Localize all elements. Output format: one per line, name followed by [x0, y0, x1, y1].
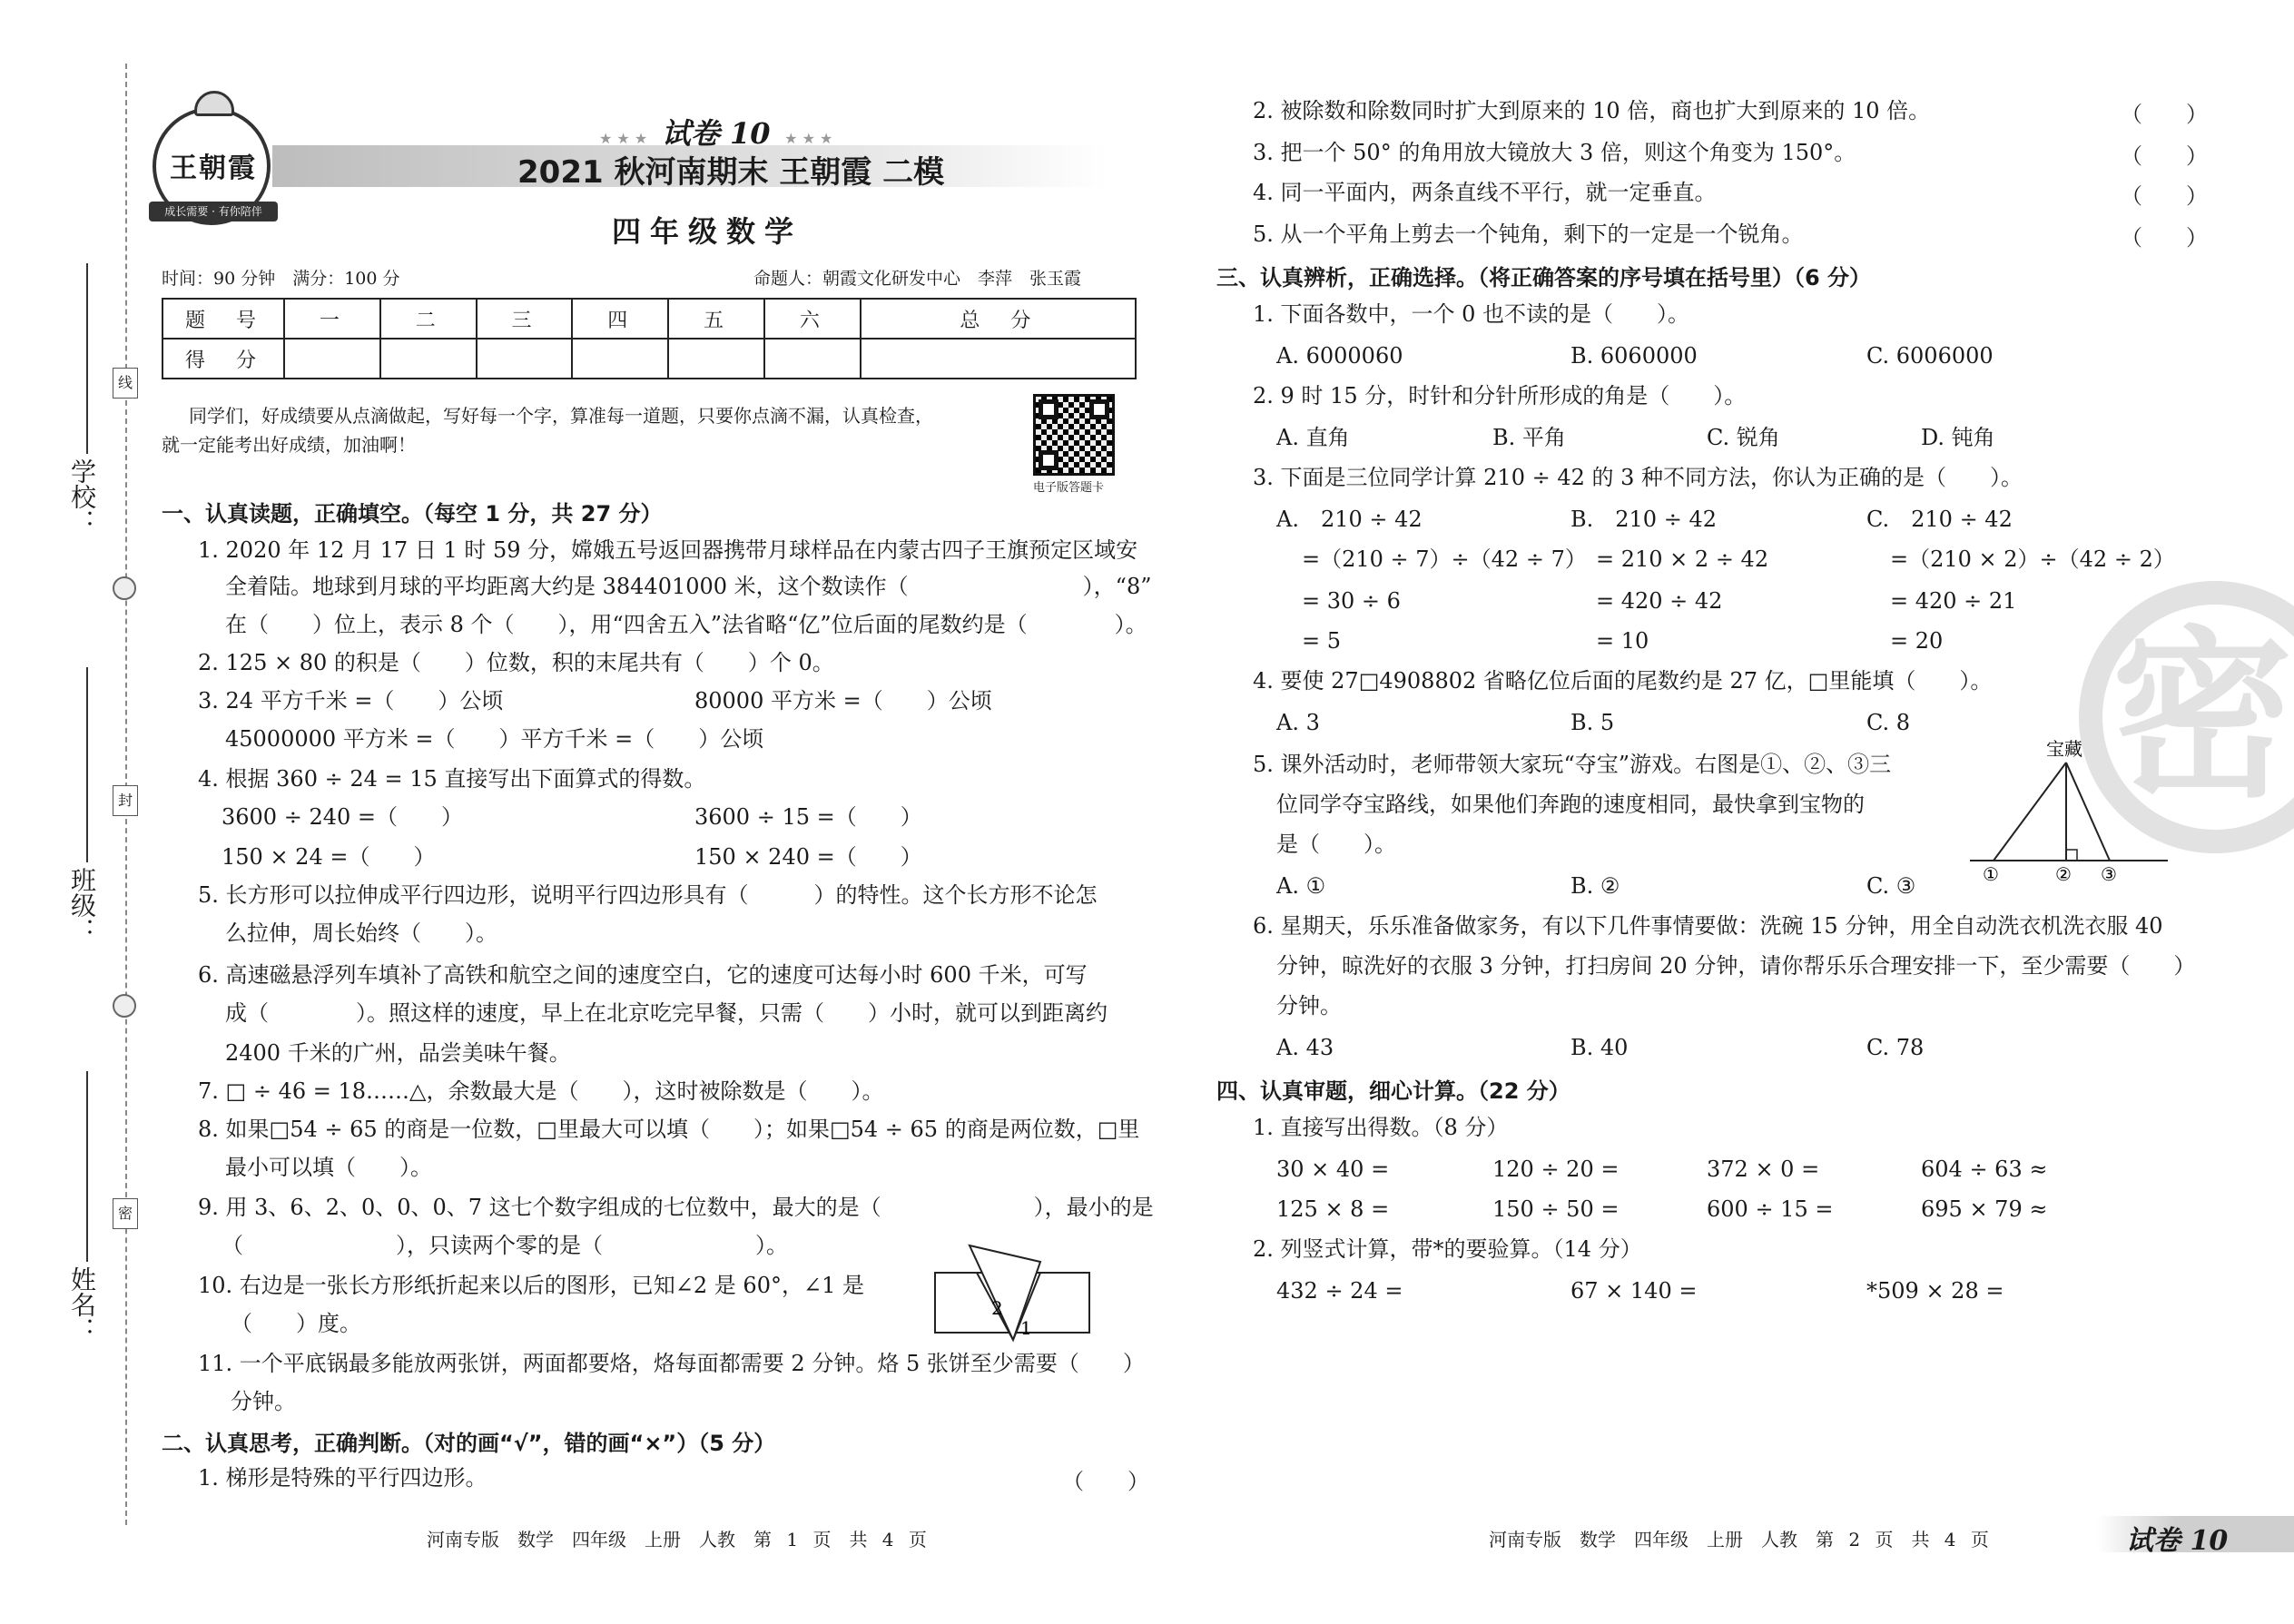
choice-option: B. 5 — [1570, 710, 1615, 735]
score-cell: 题 号 — [162, 299, 284, 339]
choice-option: B. 6060000 — [1570, 343, 1698, 369]
calc-item: 30 × 40 = — [1276, 1156, 1390, 1182]
judge-item: 1. 梯形是特殊的平行四边形。 — [198, 1465, 487, 1491]
choice-option: C. 8 — [1866, 710, 1911, 735]
s1-line: 么拉伸，周长始终（ ）。 — [225, 920, 497, 946]
choice-stem: 分钟。 — [1276, 993, 1342, 1019]
calc-subtitle: 1. 直接写出得数。（8 分） — [1253, 1115, 1509, 1140]
class-input-line[interactable] — [86, 667, 88, 862]
choice-option: A. 3 — [1276, 710, 1320, 735]
choice-stem: 3. 下面是三位同学计算 210 ÷ 42 的 3 种不同方法，你认为正确的是（ ）。 — [1253, 465, 2023, 490]
binding-hole-2 — [113, 994, 136, 1018]
choice-option: A. 直角 — [1276, 425, 1350, 450]
s1-line: 最小可以填（ ）。 — [225, 1155, 432, 1180]
s1-line: 在（ ）位上，表示 8 个（ ），用“四舍五入”法省略“亿”位后面的尾数约是（ ）。 — [225, 612, 1147, 637]
section-2-title: 二、认真思考，正确判断。（对的画“√”，错的画“×”）（5 分） — [162, 1431, 776, 1456]
score-input-cell[interactable] — [668, 339, 764, 379]
s1-line: 2400 千米的广州，品尝美味午餐。 — [225, 1040, 571, 1066]
stars-right: ★ ★ ★ — [784, 130, 833, 147]
judge-item: 3. 把一个 50° 的角用放大镜放大 3 倍，则这个角变为 150°。 — [1253, 140, 1856, 165]
name-label: 姓名： — [67, 1266, 97, 1343]
score-cell: 六 — [764, 299, 861, 339]
subject-title: 四年级数学 — [612, 214, 803, 249]
footer-corner-label: 试卷 10 — [2126, 1525, 2229, 1557]
method-b-line: = 420 ÷ 42 — [1596, 588, 1723, 614]
judge-item: 5. 从一个平角上剪去一个钝角，剩下的一定是一个锐角。 — [1253, 221, 1804, 247]
choice-option: C. 锐角 — [1707, 425, 1780, 450]
s1-line: 6. 高速磁悬浮列车填补了高铁和航空之间的速度空白，它的速度可达每小时 600 千米，可写 — [198, 962, 1088, 988]
s1-line: 3600 ÷ 240 =（ ） — [222, 804, 463, 830]
choice-stem: 是（ ）。 — [1276, 832, 1396, 857]
choice-stem: 6. 星期天，乐乐准备做家务，有以下几件事情要做：洗碗 15 分钟，用全自动洗衣机洗衣服 40 — [1253, 913, 2163, 939]
score-input-cell[interactable] — [572, 339, 668, 379]
score-table — [162, 298, 1137, 379]
class-label: 班级： — [67, 867, 97, 943]
method-b-line: = 210 × 2 ÷ 42 — [1596, 546, 1769, 572]
qr-finder-icon — [1039, 399, 1058, 419]
judge-answer-blank[interactable]: （ ） — [1062, 1469, 1149, 1494]
choice-option: C. 78 — [1866, 1035, 1925, 1060]
stars-left: ★ ★ ★ — [599, 130, 648, 147]
choice-option: B. ② — [1570, 873, 1620, 899]
score-input-cell[interactable] — [764, 339, 861, 379]
calc-item: 372 × 0 = — [1707, 1156, 1820, 1182]
method-c-line: C. 210 ÷ 42 — [1866, 507, 2013, 532]
method-a-line: =（210 ÷ 7）÷（42 ÷ 7） — [1302, 546, 1587, 572]
intro-line-2: 就一定能考出好成绩，加油啊！ — [162, 434, 416, 456]
choice-stem: 1. 下面各数中，一个 0 也不读的是（ ）。 — [1253, 301, 1690, 327]
s1-line: 150 × 24 =（ ） — [222, 844, 436, 870]
choice-option: B. 平角 — [1492, 425, 1566, 450]
point-2-label: ② — [2055, 863, 2072, 885]
choice-option: C. 6006000 — [1866, 343, 1994, 369]
s1-line: 7. □ ÷ 46 = 18……△，余数最大是（ ），这时被除数是（ ）。 — [198, 1078, 884, 1104]
score-cell: 一 — [284, 299, 380, 339]
binding-tag-line: 线 — [113, 368, 138, 399]
school-label: 学校： — [67, 458, 97, 535]
calc-item: 432 ÷ 24 = — [1276, 1278, 1403, 1304]
score-cell: 二 — [380, 299, 477, 339]
score-cell: 三 — [477, 299, 573, 339]
angle-1-label: 1 — [1020, 1317, 1032, 1339]
calc-item: *509 × 28 = — [1866, 1278, 2004, 1304]
score-table-score-row — [162, 339, 1136, 379]
choice-stem: 5. 课外活动时，老师带领大家玩“夺宝”游戏。右图是①、②、③三 — [1253, 752, 1892, 777]
s1-line: 4. 根据 360 ÷ 24 = 15 直接写出下面算式的得数。 — [198, 766, 706, 792]
judge-answer-blank[interactable]: （ ） — [2121, 102, 2208, 127]
paper-label: 试卷 10 — [661, 116, 771, 151]
s1-line: 11. 一个平底锅最多能放两张饼，两面都要烙，烙每面都需要 2 分钟。烙 5 张饼至少需要（ ） — [198, 1351, 1145, 1376]
binding-hole-1 — [113, 576, 136, 600]
footer-left: 河南专版 数学 四年级 上册 人教 第 1 页 共 4 页 — [427, 1529, 927, 1550]
s1-line: 150 × 240 =（ ） — [694, 844, 922, 870]
judge-answer-blank[interactable]: （ ） — [2121, 225, 2208, 251]
logo-text: 王朝霞 — [170, 153, 257, 184]
score-input-cell[interactable] — [861, 339, 1136, 379]
calc-item: 120 ÷ 20 = — [1492, 1156, 1620, 1182]
judge-item: 2. 被除数和除数同时扩大到原来的 10 倍，商也扩大到原来的 10 倍。 — [1253, 98, 1931, 123]
s1-line: 80000 平方米 =（ ）公顷 — [694, 688, 992, 714]
calc-item: 67 × 140 = — [1570, 1278, 1698, 1304]
score-input-cell[interactable] — [284, 339, 380, 379]
choice-stem: 4. 要使 27□4908802 省略亿位后面的尾数约是 27 亿，□里能填（ ）。 — [1253, 668, 1993, 694]
folded-paper-figure — [933, 1244, 1092, 1343]
choice-option: A. 43 — [1276, 1035, 1334, 1060]
logo-emblem — [153, 107, 271, 225]
s1-line: 9. 用 3、6、2、0、0、0、7 这七个数字组成的七位数中，最大的是（ ），最小的是 — [198, 1195, 1154, 1220]
s1-line: 1. 2020 年 12 月 17 日 1 时 59 分，嫦娥五号返回器携带月球样品在内蒙古四子王旗预定区域安 — [198, 537, 1138, 563]
s1-line: 成（ ）。照这样的速度，早上在北京吃完早餐，只需（ ）小时，就可以到距离约 — [225, 1000, 1108, 1026]
intro-line-1: 同学们，好成绩要从点滴做起，写好每一个字，算准每一道题，只要你点滴不漏，认真检查， — [189, 405, 933, 427]
s1-line: （ ）度。 — [231, 1311, 361, 1336]
s1-line: 5. 长方形可以拉伸成平行四边形，说明平行四边形具有（ ）的特性。这个长方形不论怎 — [198, 882, 1098, 908]
s1-line: 3. 24 平方千米 =（ ）公顷 — [198, 688, 504, 714]
choice-stem: 2. 9 时 15 分，时针和分针所形成的角是（ ）。 — [1253, 383, 1747, 408]
point-1-label: ① — [1983, 863, 1999, 885]
s1-line: 全着陆。地球到月球的平均距离大约是 384401000 米，这个数读作（ ），“8” — [225, 574, 1152, 599]
method-c-line: = 420 ÷ 21 — [1890, 588, 2017, 614]
calc-item: 125 × 8 = — [1276, 1196, 1390, 1222]
logo-crown-icon — [194, 91, 234, 116]
method-a-line: = 30 ÷ 6 — [1302, 588, 1401, 614]
s1-line: 10. 右边是一张长方形纸折起来以后的图形，已知∠2 是 60°，∠1 是 — [198, 1273, 864, 1298]
choice-stem: 分钟，晾洗好的衣服 3 分钟，打扫房间 20 分钟，请你帮乐乐合理安排一下，至少需要（ ） — [1276, 953, 2196, 979]
name-input-line[interactable] — [86, 1071, 88, 1262]
section-3-title: 三、认真辨析，正确选择。（将正确答案的序号填在括号里）（6 分） — [1216, 265, 1872, 290]
calc-item: 150 ÷ 50 = — [1492, 1196, 1620, 1222]
method-a-line: = 5 — [1302, 628, 1342, 654]
stamp-char: 密 — [2112, 611, 2294, 822]
footer-right: 河南专版 数学 四年级 上册 人教 第 2 页 共 4 页 — [1489, 1529, 1989, 1550]
score-cell: 五 — [668, 299, 764, 339]
point-3-label: ③ — [2101, 863, 2117, 885]
choice-stem: 位同学夺宝路线，如果他们奔跑的速度相同，最快拿到宝物的 — [1276, 792, 1865, 817]
authors: 命题人：朝霞文化研发中心 李萍 张玉霞 — [753, 269, 1082, 289]
method-b-line: B. 210 ÷ 42 — [1570, 507, 1717, 532]
calc-item: 600 ÷ 15 = — [1707, 1196, 1834, 1222]
s1-line: 3600 ÷ 15 =（ ） — [694, 804, 922, 830]
section-4-title: 四、认真审题，细心计算。（22 分） — [1216, 1078, 1570, 1104]
qr-finder-icon — [1039, 450, 1058, 470]
judge-answer-blank[interactable]: （ ） — [2121, 183, 2208, 209]
score-cell: 四 — [572, 299, 668, 339]
method-b-line: = 10 — [1596, 628, 1649, 654]
score-input-cell[interactable] — [380, 339, 477, 379]
binding-tag-mi: 密 — [113, 1198, 138, 1229]
exam-title: 2021 秋河南期末 王朝霞 二模 — [517, 154, 945, 191]
time-score: 时间：90 分钟 满分：100 分 — [162, 269, 400, 289]
s1-line: 8. 如果□54 ÷ 65 的商是一位数，□里最大可以填（ ）；如果□54 ÷ 65 的商是两位数，□里 — [198, 1117, 1140, 1142]
s1-line: 分钟。 — [231, 1389, 296, 1414]
choice-option: D. 钝角 — [1921, 425, 1995, 450]
section-1-title: 一、认真读题，正确填空。（每空 1 分，共 27 分） — [162, 501, 663, 527]
secret-stamp — [2079, 581, 2294, 853]
judge-answer-blank[interactable]: （ ） — [2121, 143, 2208, 169]
binding-tag-seal: 封 — [113, 785, 138, 816]
score-input-cell[interactable] — [477, 339, 573, 379]
s1-line: 2. 125 × 80 的积是（ ）位数，积的末尾共有（ ）个 0。 — [198, 650, 834, 675]
qr-finder-icon — [1089, 399, 1109, 419]
logo-badge: 成长需要 · 有你陪伴 — [149, 202, 278, 221]
angle-2-label: 2 — [991, 1297, 1003, 1319]
calc-item: 604 ÷ 63 ≈ — [1921, 1156, 2048, 1182]
method-c-line: = 20 — [1890, 628, 1944, 654]
choice-option: C. ③ — [1866, 873, 1916, 899]
qr-code[interactable] — [1033, 394, 1115, 476]
choice-option: A. ① — [1276, 873, 1326, 899]
s1-line: （ ），只读两个零的是（ ）。 — [222, 1233, 788, 1258]
s1-line: 45000000 平方米 =（ ）平方千米 =（ ）公顷 — [225, 726, 764, 752]
treasure-label: 宝藏 — [2046, 738, 2082, 760]
method-a-line: A. 210 ÷ 42 — [1276, 507, 1423, 532]
method-c-line: =（210 × 2）÷（42 ÷ 2） — [1890, 546, 2175, 572]
score-cell: 总 分 — [861, 299, 1136, 339]
judge-item: 4. 同一平面内，两条直线不平行，就一定垂直。 — [1253, 180, 1717, 205]
score-cell: 得 分 — [162, 339, 284, 379]
choice-option: A. 6000060 — [1276, 343, 1403, 369]
school-input-line[interactable] — [86, 263, 88, 454]
qr-caption: 电子版答题卡 — [1033, 481, 1105, 495]
score-table-header-row — [162, 299, 1136, 339]
calc-subtitle: 2. 列竖式计算，带*的要验算。（14 分） — [1253, 1236, 1642, 1262]
choice-option: B. 40 — [1570, 1035, 1629, 1060]
calc-item: 695 × 79 ≈ — [1921, 1196, 2048, 1222]
